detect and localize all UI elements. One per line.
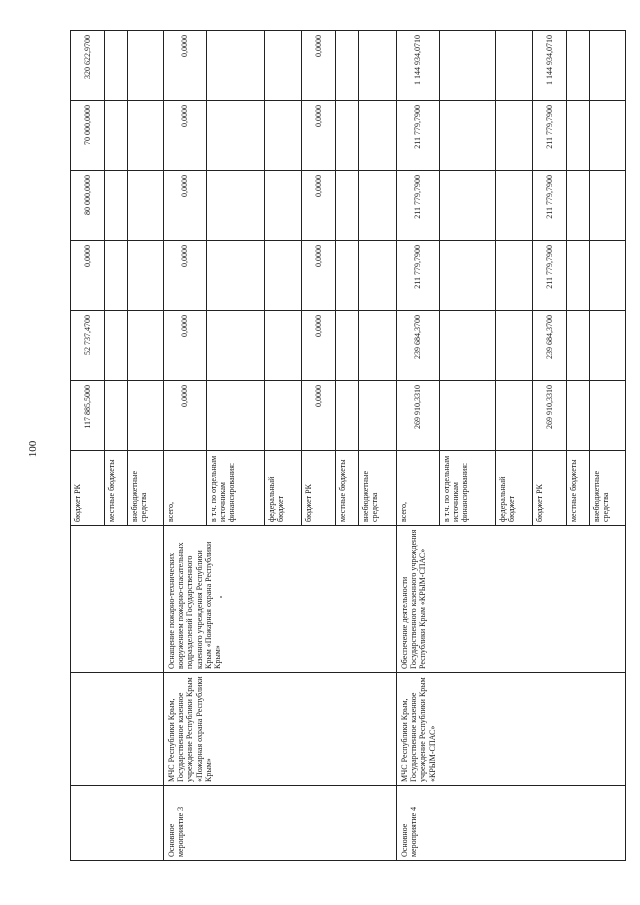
- amount-cell: 0,0000: [302, 381, 336, 451]
- group-description: Обеспечение деятельности Государственного казенного учреждения Республики Крым «КРЫМ-СПАС»: [397, 526, 626, 673]
- amount-cell: 80 000,0000: [71, 171, 105, 241]
- amount-cell: [590, 101, 626, 171]
- amount-cell: 211 779,7900: [397, 171, 440, 241]
- amount-cell: 0,0000: [164, 171, 207, 241]
- amount-cell: [128, 311, 164, 381]
- group-measure: Основное мероприятие 3: [164, 786, 397, 861]
- group-measure: Основное мероприятие 4: [397, 786, 626, 861]
- group-executor: МЧС Республики Крым, Государственное казенное учреждение Республики Крым «КРЫМ-СПАС»: [397, 673, 626, 786]
- amount-cell: 239 684,3700: [397, 311, 440, 381]
- amount-cell: [567, 101, 590, 171]
- amount-cell: [128, 101, 164, 171]
- funding-source-cell: в т.ч. по отдельным источникам финансирования:: [440, 451, 496, 526]
- amount-cell: 1 144 934,0710: [397, 31, 440, 101]
- amount-cell: [496, 311, 533, 381]
- table-body: [71, 31, 626, 861]
- amount-cell: 239 684,3700: [533, 311, 567, 381]
- funding-source-cell: всего,: [397, 451, 440, 526]
- amount-cell: [359, 171, 397, 241]
- amount-cell: [590, 171, 626, 241]
- funding-source-cell: бюджет РК: [533, 451, 567, 526]
- amount-cell: [590, 381, 626, 451]
- amount-cell: [265, 31, 302, 101]
- amount-cell: [567, 31, 590, 101]
- amount-cell: 0,0000: [164, 101, 207, 171]
- amount-cell: 0,0000: [164, 241, 207, 311]
- group-executor: МЧС Республики Крым, Государственное казенное учреждение Республики Крым «Пожарная охрана Республики Крым»: [164, 673, 397, 786]
- funding-source-cell: федеральный бюджет: [265, 451, 302, 526]
- amount-cell: [440, 101, 496, 171]
- amount-cell: [265, 241, 302, 311]
- amount-cell: [440, 31, 496, 101]
- amount-cell: [336, 171, 359, 241]
- empty-cell: [71, 786, 164, 861]
- amount-cell: [105, 311, 128, 381]
- amount-cell: 211 779,7900: [397, 101, 440, 171]
- table-row: [71, 31, 105, 861]
- amount-cell: [265, 101, 302, 171]
- amount-cell: 211 779,7900: [533, 101, 567, 171]
- amount-cell: [440, 311, 496, 381]
- amount-cell: [496, 31, 533, 101]
- amount-cell: [128, 31, 164, 101]
- group-description: Оснащение пожарно-технических вооружением пожарно-спасательных подразделений Государственного казенного учреждения Республики Крым «Пожарная охрана Республики Крым»: [164, 526, 397, 673]
- funding-source-cell: в т.ч. по отдельным источникам финансирования:: [207, 451, 265, 526]
- amount-cell: [105, 241, 128, 311]
- amount-cell: 211 779,7900: [533, 241, 567, 311]
- amount-cell: 0,0000: [302, 311, 336, 381]
- funding-source-cell: местные бюджеты: [336, 451, 359, 526]
- amount-cell: [128, 171, 164, 241]
- funding-source-cell: внебюджетные средства: [590, 451, 626, 526]
- amount-cell: [265, 311, 302, 381]
- amount-cell: 320 622,9700: [71, 31, 105, 101]
- amount-cell: 117 885,5000: [71, 381, 105, 451]
- amount-cell: [336, 381, 359, 451]
- amount-cell: [336, 311, 359, 381]
- empty-cell: [71, 673, 164, 786]
- amount-cell: 0,0000: [71, 241, 105, 311]
- amount-cell: 269 910,3310: [397, 381, 440, 451]
- amount-cell: [590, 31, 626, 101]
- amount-cell: [207, 101, 265, 171]
- amount-cell: [359, 101, 397, 171]
- amount-cell: 1 144 934,0710: [533, 31, 567, 101]
- amount-cell: [105, 101, 128, 171]
- amount-cell: 70 000,0000: [71, 101, 105, 171]
- amount-cell: [207, 171, 265, 241]
- funding-source-cell: всего,: [164, 451, 207, 526]
- amount-cell: [567, 381, 590, 451]
- financing-table: [70, 30, 626, 861]
- funding-source-cell: бюджет РК: [302, 451, 336, 526]
- amount-cell: [207, 241, 265, 311]
- amount-cell: [105, 381, 128, 451]
- amount-cell: [359, 311, 397, 381]
- amount-cell: [265, 381, 302, 451]
- amount-cell: [496, 241, 533, 311]
- funding-source-cell: внебюджетные средства: [128, 451, 164, 526]
- amount-cell: [105, 31, 128, 101]
- amount-cell: 0,0000: [302, 31, 336, 101]
- amount-cell: 0,0000: [302, 101, 336, 171]
- amount-cell: [440, 381, 496, 451]
- amount-cell: 211 779,7900: [533, 171, 567, 241]
- table-row: [164, 31, 207, 861]
- amount-cell: [496, 171, 533, 241]
- empty-cell: [71, 526, 164, 673]
- amount-cell: 0,0000: [164, 31, 207, 101]
- amount-cell: 0,0000: [302, 171, 336, 241]
- amount-cell: [336, 31, 359, 101]
- funding-source-cell: местные бюджеты: [105, 451, 128, 526]
- amount-cell: [265, 171, 302, 241]
- funding-source-cell: федеральный бюджет: [496, 451, 533, 526]
- amount-cell: 269 910,3310: [533, 381, 567, 451]
- amount-cell: [207, 311, 265, 381]
- amount-cell: [359, 381, 397, 451]
- amount-cell: [567, 241, 590, 311]
- amount-cell: 0,0000: [302, 241, 336, 311]
- rotated-table-container: [70, 31, 611, 861]
- amount-cell: [567, 171, 590, 241]
- amount-cell: [207, 381, 265, 451]
- amount-cell: 0,0000: [164, 381, 207, 451]
- page-number: 100: [27, 440, 39, 458]
- amount-cell: [590, 311, 626, 381]
- amount-cell: [496, 381, 533, 451]
- table-row: [397, 31, 440, 861]
- amount-cell: 211 779,7900: [397, 241, 440, 311]
- amount-cell: [440, 171, 496, 241]
- amount-cell: [359, 241, 397, 311]
- amount-cell: [496, 101, 533, 171]
- amount-cell: [590, 241, 626, 311]
- amount-cell: 0,0000: [164, 311, 207, 381]
- amount-cell: [207, 31, 265, 101]
- funding-source-cell: внебюджетные средства: [359, 451, 397, 526]
- amount-cell: [440, 241, 496, 311]
- amount-cell: [359, 31, 397, 101]
- amount-cell: [336, 101, 359, 171]
- amount-cell: [128, 241, 164, 311]
- amount-cell: 52 737,4700: [71, 311, 105, 381]
- amount-cell: [567, 311, 590, 381]
- funding-source-cell: местные бюджеты: [567, 451, 590, 526]
- amount-cell: [128, 381, 164, 451]
- funding-source-cell: бюджет РК: [71, 451, 105, 526]
- amount-cell: [336, 241, 359, 311]
- amount-cell: [105, 171, 128, 241]
